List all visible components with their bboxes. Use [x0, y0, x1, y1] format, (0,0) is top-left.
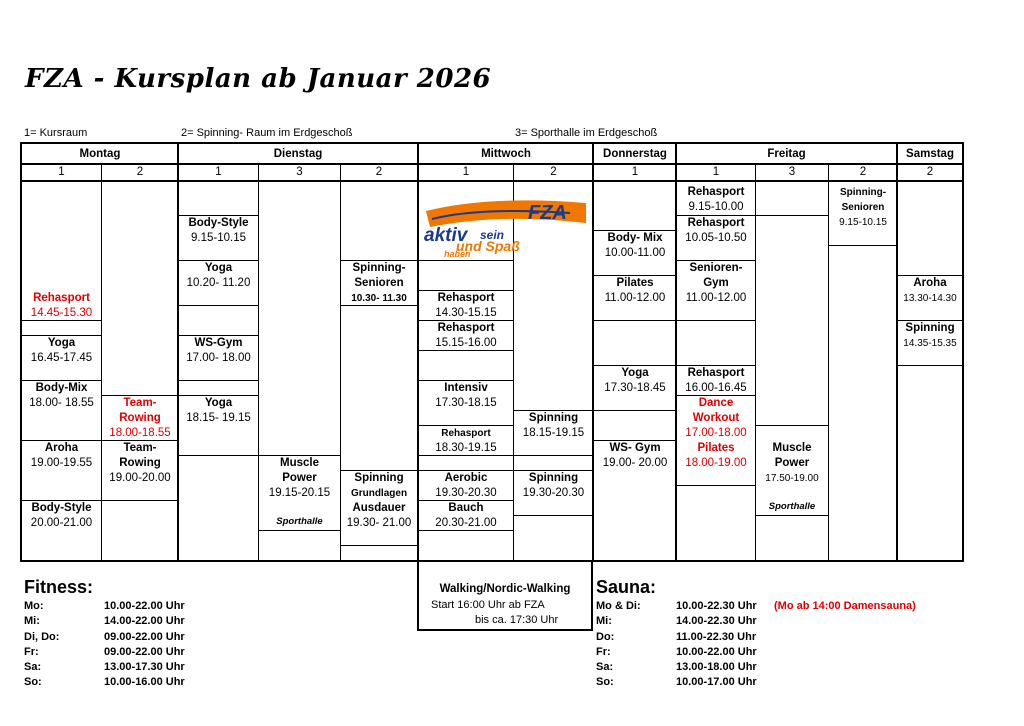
- day-header-thursday: Donnerstag: [603, 148, 667, 160]
- cell-line: [756, 515, 828, 516]
- course-fr-senioren-gym: Senioren- Gym 11.00-12.00: [685, 262, 747, 304]
- cell-line: [514, 515, 593, 516]
- course-sa-spinning: Spinning 14.35-15.35: [903, 322, 957, 349]
- course-mo-team-rowing-1: Team- Rowing 18.00-18.55: [109, 397, 171, 439]
- cell-line: [677, 485, 755, 486]
- cell-line: [677, 320, 755, 321]
- page-title: FZA - Kursplan ab Januar 2026: [25, 64, 492, 94]
- legend-room-3: 3= Sporthalle im Erdgeschoß: [515, 127, 658, 139]
- cell-line: [179, 305, 258, 306]
- course-do-ws-gym: WS- Gym 19.00- 20.00: [602, 442, 668, 469]
- cell-line: [179, 380, 258, 381]
- sauna-ladies-note: (Mo ab 14:00 Damensauna): [774, 600, 916, 612]
- room-number: 1: [215, 166, 222, 178]
- cell-line: [514, 455, 593, 456]
- legend-room-1: 1= Kursraum: [24, 127, 88, 139]
- course-mo-body-style: Body-Style 20.00-21.00: [30, 502, 93, 529]
- cell-line: [594, 410, 676, 411]
- fza-logo: [420, 197, 592, 257]
- day-header-saturday: Samstag: [906, 148, 954, 160]
- course-sa-aroha: Aroha 13.30-14.30: [903, 277, 957, 304]
- schedule-table: [20, 142, 964, 562]
- walking-start: Start 16:00 Uhr ab FZA: [431, 599, 545, 611]
- course-mi-intensiv: Intensiv 17.30-18.15: [435, 382, 497, 409]
- course-fr-rehasport-2: Rehasport 10.05-10.50: [685, 217, 747, 244]
- room-number: 1: [631, 166, 639, 178]
- room-number: 3: [296, 166, 303, 178]
- course-mi-rehasport-3: Rehasport 18.30-19.15: [435, 428, 497, 454]
- logo-slogan-aktiv: aktiv: [424, 225, 468, 246]
- day-header-monday: Montag: [79, 148, 121, 160]
- walking-box: [417, 562, 593, 631]
- course-mo-rehasport: Rehasport 14.45-15.30: [30, 292, 93, 319]
- day-header-wednesday: Mittwoch: [481, 148, 531, 160]
- fza-logo-graphic: [420, 197, 592, 257]
- course-di-muscle-power: Muscle Power 19.15-20.15 Sporthalle: [268, 457, 331, 527]
- day-header-friday: Freitag: [767, 148, 806, 160]
- cell-line: [259, 530, 340, 531]
- course-mi-spinning-2: Spinning 19.30-20.30: [522, 472, 585, 499]
- course-do-yoga: Yoga 17.30-18.45: [604, 367, 666, 394]
- walking-heading: Walking/Nordic-Walking: [439, 583, 571, 595]
- cell-line: [179, 455, 258, 456]
- sauna-heading: Sauna:: [596, 577, 657, 597]
- room-number: 1: [462, 166, 470, 178]
- room-number: 2: [926, 166, 934, 178]
- cell-line: [898, 365, 962, 366]
- room-number: 2: [550, 166, 557, 178]
- course-di-spinning-senioren: Spinning- Senioren 10.30- 11.30: [351, 262, 407, 304]
- course-mi-aerobic: Aerobic 19.30-20.30: [435, 472, 497, 499]
- course-mo-team-rowing-2: Team- Rowing 19.00-20.00: [109, 442, 171, 484]
- logo-slogan-haben: haben: [444, 249, 471, 257]
- cell-line: [756, 425, 828, 426]
- logo-slogan-sein: sein: [480, 228, 505, 242]
- cell-line: [829, 245, 897, 246]
- course-fr-rehasport-1: Rehasport 9.15-10.00: [687, 186, 745, 213]
- cell-line: [594, 320, 676, 321]
- course-fr-dance-workout: Dance Workout 17.00-18.00: [685, 397, 747, 439]
- course-mi-spinning-1: Spinning 18.15-19.15: [522, 412, 585, 439]
- course-fr-pilates: Pilates 18.00-19.00: [685, 442, 747, 469]
- course-mi-rehasport-2: Rehasport 15.15-16.00: [435, 322, 497, 349]
- logo-brand-text: FZA: [528, 202, 567, 224]
- room-number: 1: [58, 166, 65, 178]
- course-mo-yoga: Yoga 16.45-17.45: [30, 337, 93, 364]
- course-fr-rehasport-3: Rehasport 16.00-16.45: [685, 367, 747, 394]
- course-di-body-style: Body-Style 9.15-10.15: [188, 217, 249, 244]
- subheader-divider: [22, 180, 962, 182]
- course-di-spinning-grundlagen: Spinning Grundlagen Ausdauer 19.30- 21.00: [346, 472, 412, 529]
- course-di-ws-gym: WS-Gym 17.00- 18.00: [186, 337, 251, 364]
- cell-line: [341, 545, 417, 546]
- course-do-pilates: Pilates 11.00-12.00: [604, 277, 666, 304]
- course-mo-aroha: Aroha 19.00-19.55: [30, 442, 93, 469]
- logo-slogan-spass: und Spaß: [456, 238, 520, 254]
- walking-end: bis ca. 17:30 Uhr: [475, 614, 559, 626]
- course-fr-muscle-power: Muscle Power 17.50-19.00 Sporthalle: [765, 442, 819, 512]
- course-do-body-mix: Body- Mix 10.00-11.00: [604, 232, 666, 259]
- course-mi-bauch: Bauch 20.30-21.00: [435, 502, 497, 529]
- course-mo-body-mix: Body-Mix 18.00- 18.55: [29, 382, 94, 409]
- room-number: 1: [712, 166, 720, 178]
- cell-line: [419, 260, 513, 261]
- day-header-tuesday: Dienstag: [273, 148, 323, 160]
- cell-line: [756, 215, 828, 216]
- room-number: 3: [788, 166, 796, 178]
- course-di-yoga-2: Yoga 18.15- 19.15: [186, 397, 251, 424]
- legend-room-2: 2= Spinning- Raum im Erdgeschoß: [181, 127, 353, 139]
- room-number: 2: [136, 166, 144, 178]
- course-mi-rehasport-1: Rehasport 14.30-15.15: [435, 292, 497, 319]
- room-number: 2: [375, 166, 383, 178]
- room-number: 2: [859, 166, 867, 178]
- cell-line: [102, 500, 178, 501]
- course-fr-spinning-senioren: Spinning- Senioren 9.15-10.15: [839, 187, 887, 228]
- fitness-heading: Fitness:: [24, 577, 94, 597]
- course-di-yoga-1: Yoga 10.20- 11.20: [186, 262, 251, 289]
